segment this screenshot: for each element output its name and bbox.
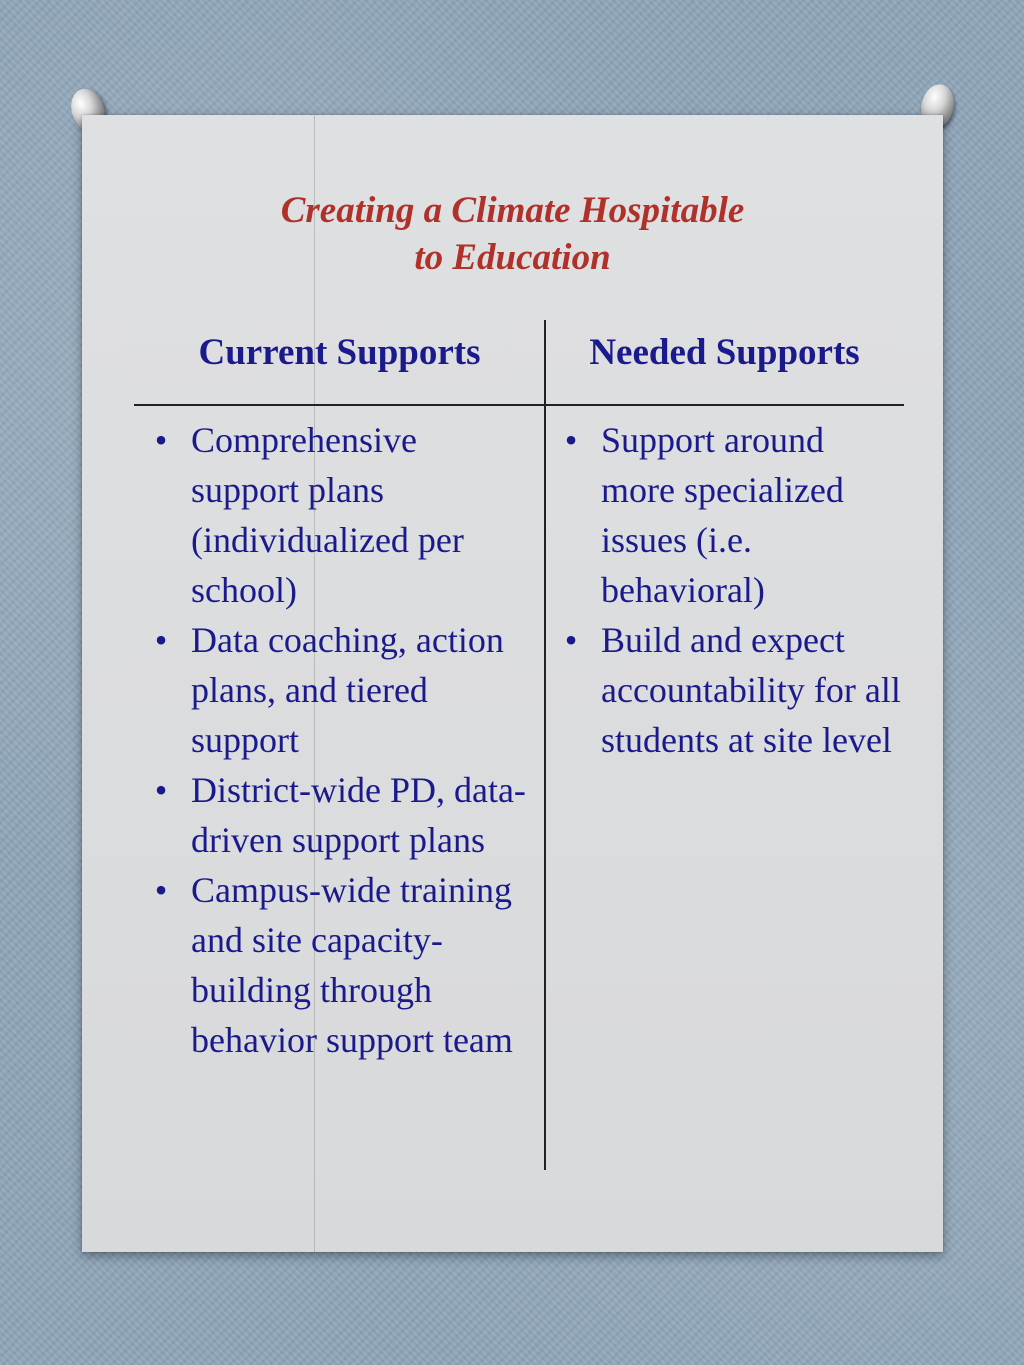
column-divider (544, 320, 546, 1170)
bullet: • (564, 620, 578, 660)
list-item (146, 615, 526, 765)
list-item-text: Comprehensive support plans (individualized per school) (191, 420, 464, 610)
list-item-text: District-wide PD, data-driven support plans (191, 770, 526, 860)
bullet: • (154, 420, 168, 460)
list-item (146, 765, 526, 865)
needed-supports-list (556, 415, 901, 765)
list-item (146, 865, 526, 1065)
paper-sheet (82, 115, 943, 1252)
header-divider (134, 404, 904, 406)
bullet: • (564, 420, 578, 460)
slide-title-line-2: to Education (414, 237, 611, 278)
bullet: • (154, 620, 168, 660)
list-item (556, 615, 901, 765)
bullet: • (154, 870, 168, 910)
list-item (146, 415, 526, 615)
current-supports-header: Current Supports (198, 332, 481, 373)
list-item-text: Campus-wide training and site capacity-building through behavior support team (191, 870, 513, 1060)
list-item (556, 415, 901, 615)
list-item-text: Support around more specialized issues (i.e. behavioral) (601, 420, 844, 610)
list-item-text: Data coaching, action plans, and tiered support (191, 620, 504, 760)
slide-title-line-1: Creating a Climate Hospitable (280, 190, 745, 231)
slide-title (82, 187, 943, 281)
current-supports-list (146, 415, 526, 1065)
list-item-text: Build and expect accountability for all students at site level (601, 620, 901, 760)
bullet: • (154, 770, 168, 810)
needed-supports-header: Needed Supports (589, 332, 860, 373)
